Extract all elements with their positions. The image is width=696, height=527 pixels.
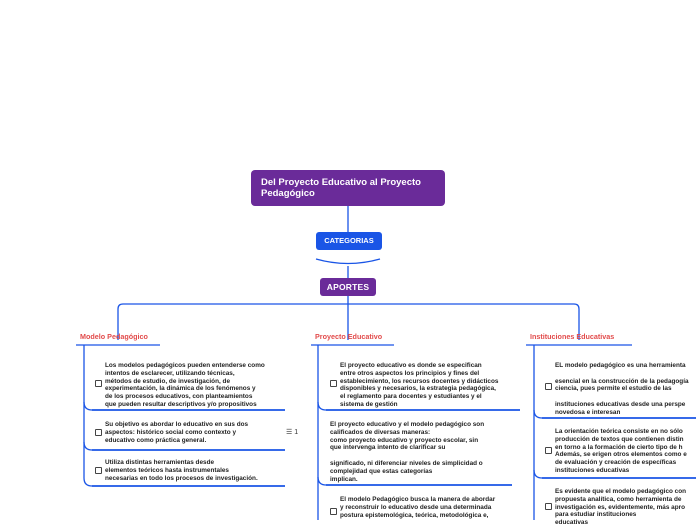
- notes-count-badge[interactable]: [286, 428, 298, 436]
- branch-title-modelo-pedagogico[interactable]: Modelo Pedagógico: [80, 332, 148, 341]
- checkbox[interactable]: [545, 383, 552, 390]
- root-topic[interactable]: Del Proyecto Educativo al Proyecto Pedagógico: [251, 170, 445, 206]
- topic-item[interactable]: El proyecto educativo es donde se especifican entre otros aspectos los principios y fines del establecimiento, los recursos docentes y didácticos disponibles y necesarios, la estrategia pedagógica, el reglamento para docentes y estudiantes y el sistema de gestión: [340, 362, 499, 408]
- notes-count: 1: [294, 429, 299, 436]
- topic-item[interactable]: Utiliza distintas herramientas desde elementos teóricos hasta instrumentales necesarias en todo los procesos de investigación.: [105, 459, 258, 482]
- checkbox[interactable]: [95, 467, 102, 474]
- checkbox[interactable]: [95, 429, 102, 436]
- branch-title-proyecto-educativo[interactable]: Proyecto Educativo: [315, 332, 383, 341]
- checkbox[interactable]: [330, 508, 337, 515]
- topic-item[interactable]: EL modelo pedagógico es una herramienta esencial en la construcción de la pedagogía ciencia, pues permite el estudio de las instituciones educativas desde una perspe novedosa e interesan: [555, 362, 689, 416]
- topic-item[interactable]: Es evidente que el modelo pedagógico con propuesta analítica, como herramienta de investigación es, evidentemente, más apro para estudiar instituciones educativas: [555, 488, 687, 527]
- checkbox[interactable]: [545, 503, 552, 510]
- branch-title-instituciones-educativas[interactable]: Instituciones Educativas: [530, 332, 615, 341]
- checkbox[interactable]: [95, 380, 102, 387]
- branch-1-spine: [84, 345, 92, 486]
- categorias-node[interactable]: CATEGORIAS: [316, 232, 382, 250]
- list-icon: ☰: [286, 429, 293, 436]
- topic-item[interactable]: Su objetivo es abordar lo educativo en sus dos aspectos: histórico social como contexto y educativo como práctica general.: [105, 421, 249, 444]
- topic-item[interactable]: Los modelos pedagógicos pueden entenderse como intentos de esclarecer, utilizando técnicas, métodos de estudio, de investigación, de experimentación, la dinámica de los fenómenos y de los procesos educativos, con planteamientos que pueden resultar descriptivos y/o propositivos: [105, 362, 265, 408]
- checkbox[interactable]: [330, 380, 337, 387]
- connector-categorias-bracket: [316, 259, 380, 264]
- aportes-node[interactable]: APORTES: [320, 278, 376, 296]
- checkbox[interactable]: [545, 447, 552, 454]
- topic-item[interactable]: El proyecto educativo y el modelo pedagógico son calificados de diversas maneras: como proyecto educativo y proyecto escolar, sin que intervenga intento de clarificar su significado, ni diferenciar niveles de simplicidad o complejidad que estas categorías implican.: [330, 421, 485, 483]
- topic-item[interactable]: El modelo Pedagógico busca la manera de abordar y reconstruir lo educativo desde una determinada postura epistemológica, teórica, metodológica e,: [340, 496, 496, 519]
- topic-item[interactable]: La orientación teórica consiste en no sólo producción de textos que contienen distin en torno a la formación de cierto tipo de h Además, se erigen otros elementos como e de evaluación y creación de específicas instituciones educativas: [555, 428, 687, 474]
